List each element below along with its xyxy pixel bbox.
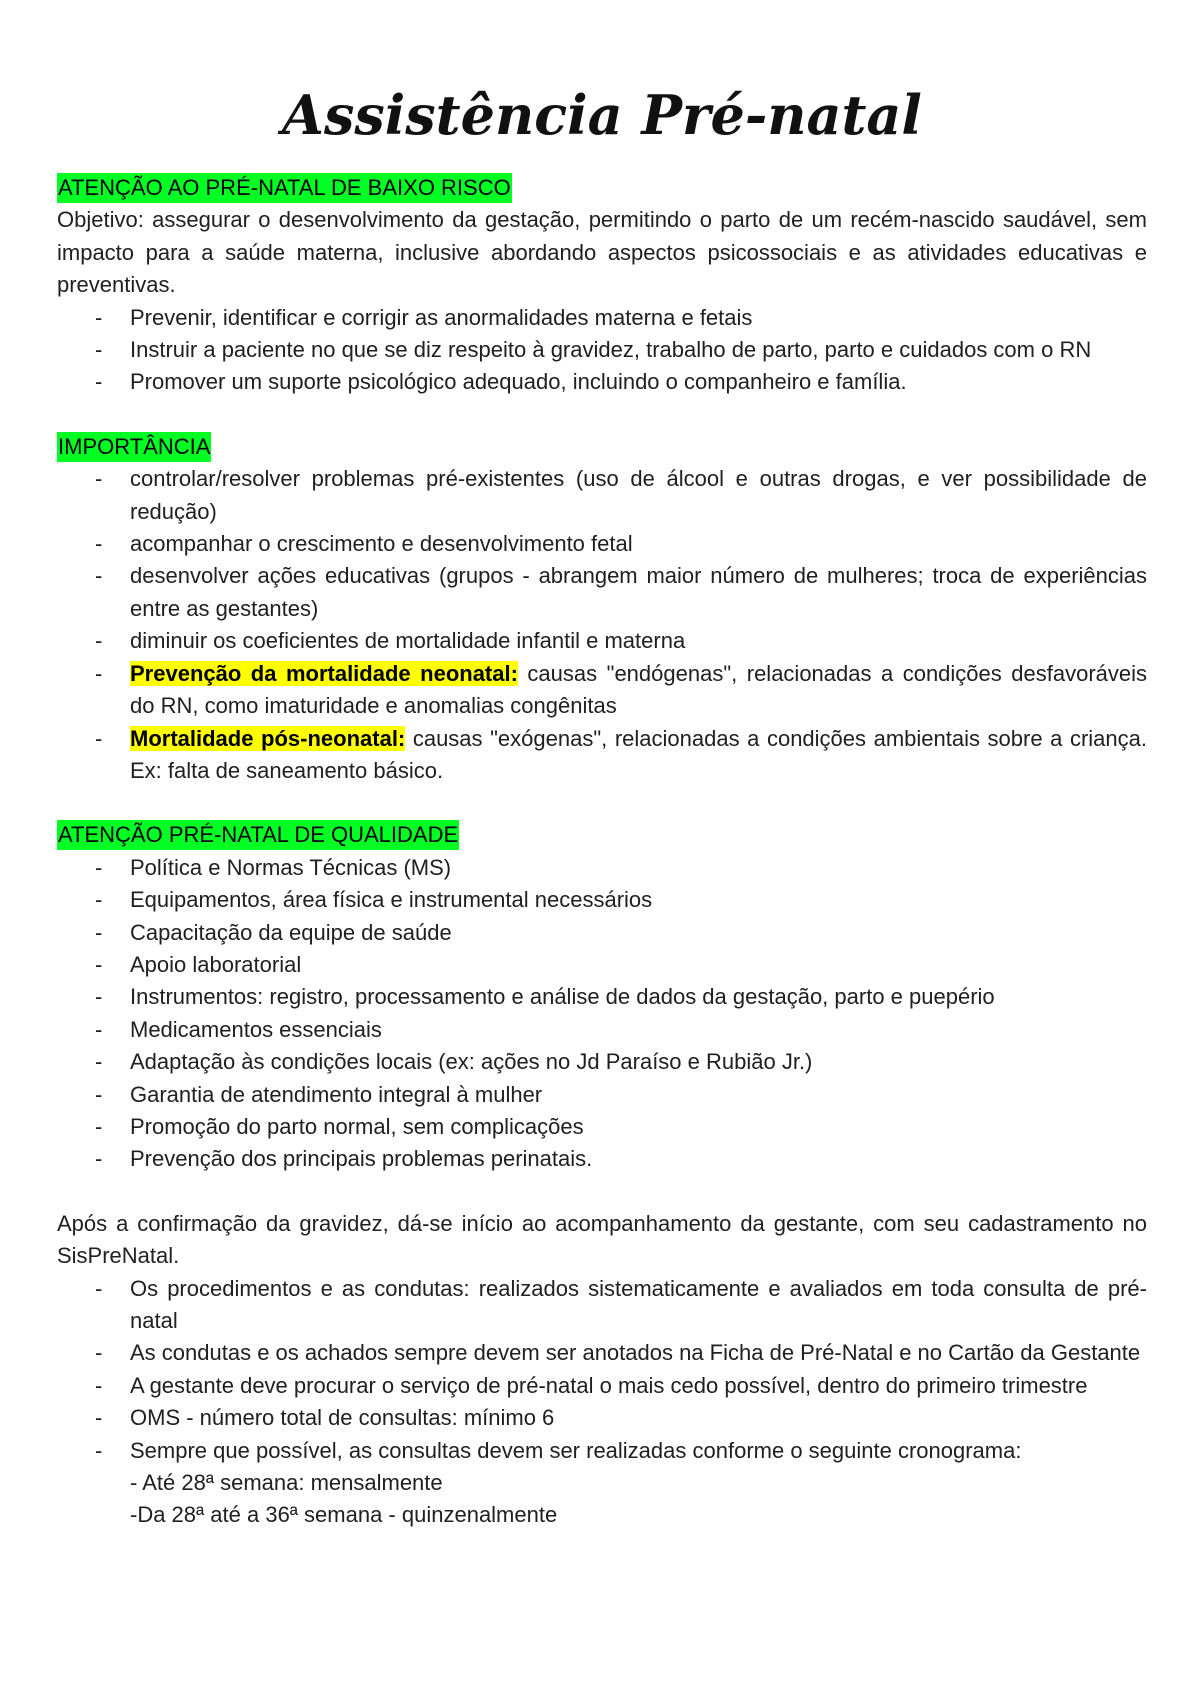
list-item: - Política e Normas Técnicas (MS) xyxy=(95,854,452,880)
list-item-highlight: - Prevenção da mortalidade neonatal: causas "endógenas", relacionadas a condições desfavoráveis do RN, como imaturidade e anomalias congênitas xyxy=(95,660,1148,719)
list-item: - A gestante deve procurar o serviço de pré-natal o mais cedo possível, dentro do primeiro trimestre xyxy=(95,1372,1088,1398)
list-item: - Capacitação da equipe de saúde xyxy=(95,919,452,945)
list-item: - OMS - número total de consultas: mínimo 6 xyxy=(95,1405,555,1431)
objectives-list xyxy=(57,302,1147,399)
list-item: - As condutas e os achados sempre devem ser anotados na Ficha de Pré-Natal e no Cartão da Gestante xyxy=(95,1340,1141,1366)
list-item: - acompanhar o crescimento e desenvolvimento fetal xyxy=(95,531,633,557)
list-item: - desenvolver ações educativas (grupos - abrangem maior número de mulheres; troca de experiências entre as gestantes) xyxy=(95,563,1147,621)
highlight-label: Mortalidade pós-neonatal: xyxy=(130,725,406,751)
list-item: - Equipamentos, área física e instrumental necessários xyxy=(95,887,653,913)
objective-paragraph: Objetivo: assegurar o desenvolvimento da gestação, permitindo o parto de um recém-nascido saudável, sem impacto para a saúde materna, inclusive abordando aspectos psicossociais e as atividades educativas e preventivas. xyxy=(57,207,1147,298)
document-page xyxy=(57,0,1147,1532)
list-item: - Os procedimentos e as condutas: realizados sistematicamente e avaliados em toda consulta de pré-natal xyxy=(95,1275,1147,1333)
highlight-label: Prevenção da mortalidade neonatal: xyxy=(130,660,518,686)
section-heading: ATENÇÃO AO PRÉ-NATAL DE BAIXO RISCO xyxy=(57,173,512,203)
section-heading: ATENÇÃO PRÉ-NATAL DE QUALIDADE xyxy=(57,820,459,850)
list-item: - Prevenir, identificar e corrigir as anormalidades materna e fetais xyxy=(95,304,753,330)
section-baixo-risco xyxy=(57,172,1147,399)
schedule-line: -Da 28ª até a 36ª semana - quinzenalmente xyxy=(130,1502,558,1528)
list-item: - diminuir os coeficientes de mortalidade infantil e materna xyxy=(95,628,686,654)
followup-list xyxy=(57,1273,1147,1532)
list-item: - Instrumentos: registro, processamento e análise de dados da gestação, parto e puepério xyxy=(95,984,995,1010)
section-qualidade xyxy=(57,819,1147,1175)
list-item-highlight: - Mortalidade pós-neonatal: causas "exógenas", relacionadas a condições ambientais sobre a criança. Ex: falta de saneamento básico. xyxy=(95,725,1147,783)
list-item: - Sempre que possível, as consultas devem ser realizadas conforme o seguinte cronograma: - Até 28ª semana: mensalmente -Da 28ª até a 36ª semana - quinzenalmente xyxy=(57,1435,1147,1532)
schedule-line: - Até 28ª semana: mensalmente xyxy=(130,1470,443,1496)
list-item: - Medicamentos essenciais xyxy=(95,1016,382,1042)
list-item: - Promoção do parto normal, sem complicações xyxy=(95,1113,584,1139)
list-item: - Adaptação às condições locais (ex: ações no Jd Paraíso e Rubião Jr.) xyxy=(95,1049,813,1075)
list-item: - Prevenção dos principais problemas perinatais. xyxy=(95,1146,593,1172)
followup-paragraph: Após a confirmação da gravidez, dá-se início ao acompanhamento da gestante, com seu cadastramento no SisPreNatal. xyxy=(57,1210,1147,1269)
section-heading: IMPORTÂNCIA xyxy=(57,432,211,462)
list-item: - Garantia de atendimento integral à mulher xyxy=(95,1081,543,1107)
list-item: - controlar/resolver problemas pré-existentes (uso de álcool e outras drogas, e ver possibilidade de redução) xyxy=(95,466,1147,524)
quality-list xyxy=(57,852,1147,1176)
importance-list xyxy=(57,463,1147,787)
list-item: - Instruir a paciente no que se diz respeito à gravidez, trabalho de parto, parto e cuidados com o RN xyxy=(95,337,1092,363)
list-item: - Promover um suporte psicológico adequado, incluindo o companheiro e família. xyxy=(95,369,907,395)
page-title: Assistência Pré-natal xyxy=(282,83,922,147)
section-acompanhamento xyxy=(57,1208,1147,1532)
section-importancia xyxy=(57,431,1147,787)
list-item: - Apoio laboratorial xyxy=(95,951,302,977)
